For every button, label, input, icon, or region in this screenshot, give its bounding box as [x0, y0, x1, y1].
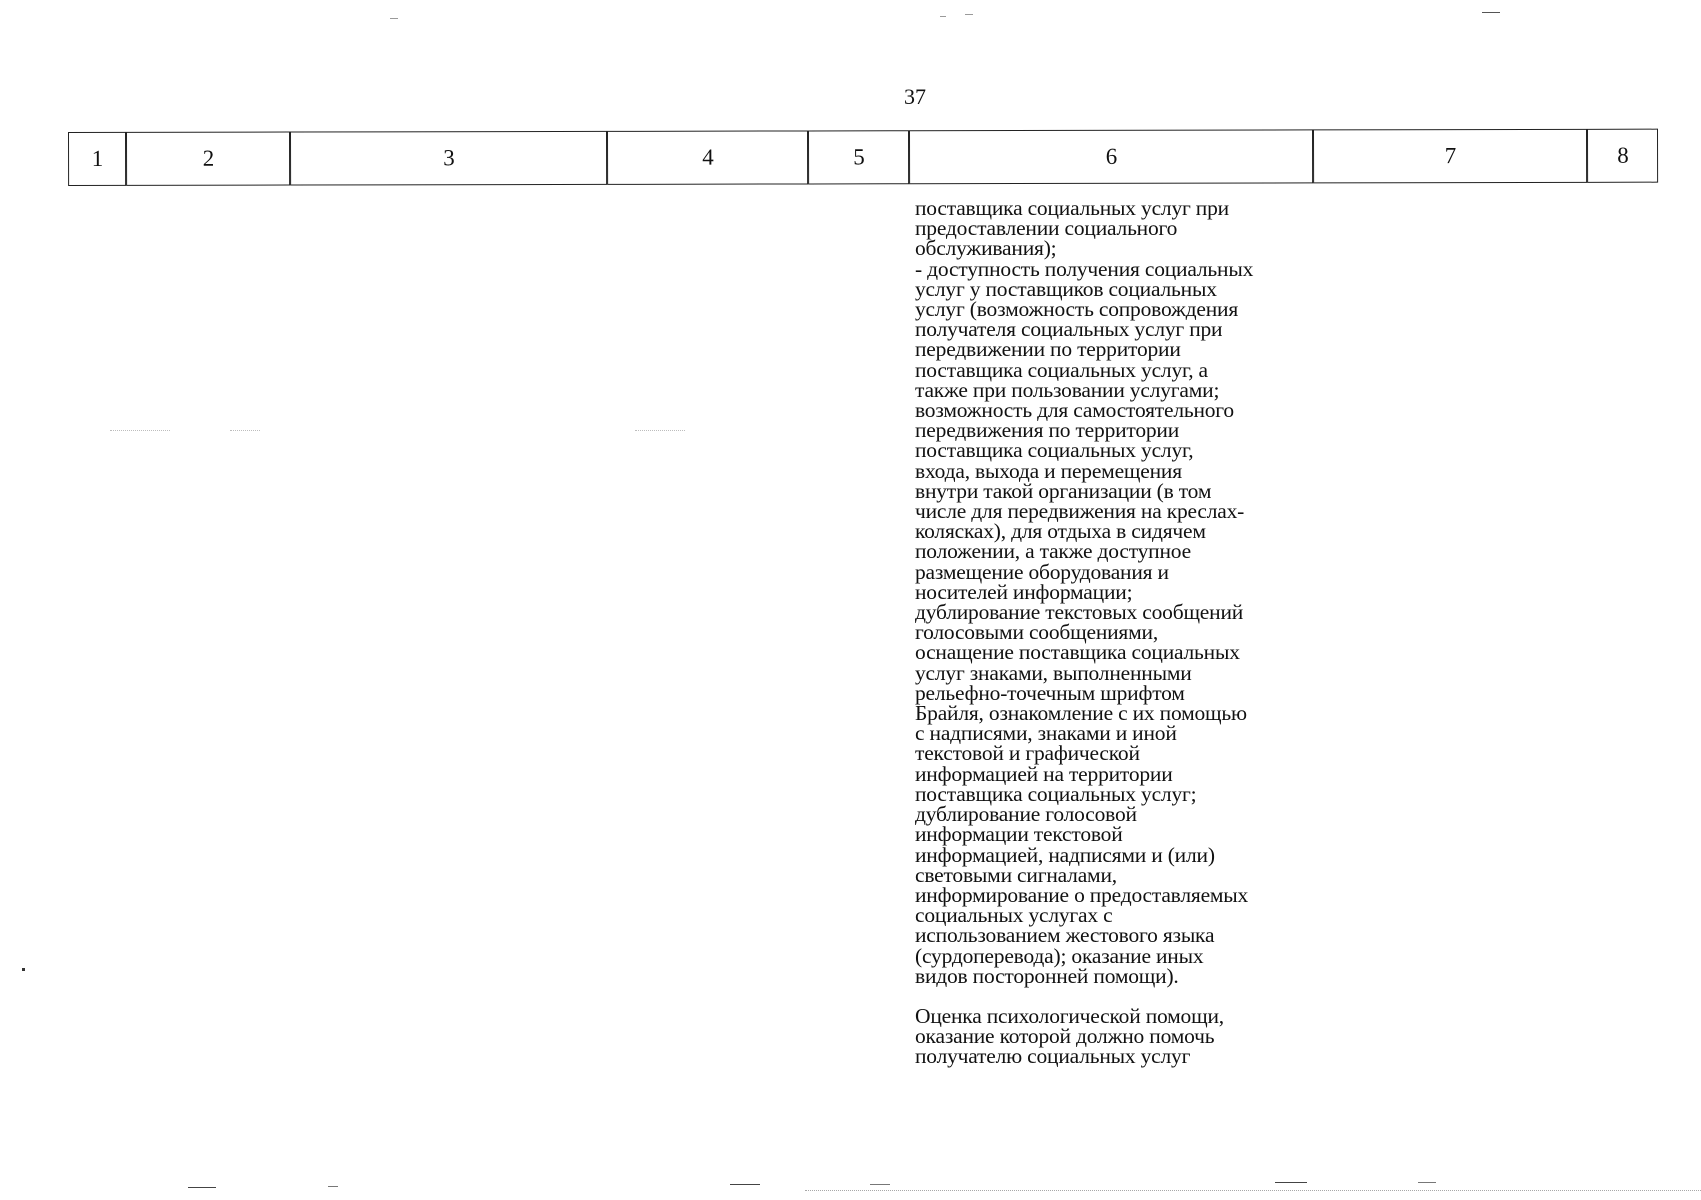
- header-cell-3: 3: [290, 131, 607, 186]
- scan-artifact: [1482, 12, 1500, 13]
- scan-artifact: [22, 968, 25, 971]
- scan-artifact: [635, 430, 685, 431]
- scan-artifact: [870, 1184, 890, 1185]
- scan-artifact: [940, 16, 946, 17]
- page-number: 37: [904, 84, 926, 109]
- scan-artifact: [1275, 1182, 1307, 1183]
- psychological-help-paragraph: Оценка психологической помощи, оказание которой должно помочь получателю социальных услуг: [915, 1003, 1224, 1069]
- header-cell-1: 1: [68, 132, 126, 186]
- column-6-cell-text: [915, 198, 1315, 1067]
- scan-artifact: [965, 14, 973, 15]
- header-cell-4: 4: [607, 130, 808, 184]
- scan-artifact: [188, 1187, 216, 1188]
- scan-artifact: [1418, 1182, 1436, 1183]
- scan-artifact: [390, 18, 398, 19]
- scan-artifact: [230, 430, 260, 431]
- header-cell-5: 5: [808, 130, 909, 184]
- header-cell-2: 2: [126, 132, 290, 186]
- header-cell-6: 6: [909, 129, 1313, 184]
- scan-artifact: [328, 1186, 338, 1187]
- column-number-header-row: [70, 129, 1660, 192]
- header-cell-8: 8: [1587, 129, 1658, 183]
- header-cell-7: 7: [1313, 129, 1587, 184]
- accessibility-paragraph: поставщика социальных услуг при предоставлении социального обслуживания); - доступность получения социальных услуг у поставщиков социальных услуг (возможность сопровождения получателя социальных услуг при передвижении по территории поставщика социальных услуг, а также при пользовании услугами; возможность для самостоятельного передвижения по территории поставщика социальных услуг, входа, выхода и перемещения внутри такой организации (в том числе для передвижения на креслах- колясках), для отдыха в сидячем положении, а также доступное размещение оборудования и носителей информации; дублирование текстовых сообщений голосовыми сообщениями, оснащение поставщика социальных услуг знаками, выполненными рельефно-точечным шрифтом Брайля, ознакомление с их помощью с надписями, знаками и иной текстовой и графической информацией на территории поставщика социальных услуг; дублирование голосовой информации текстовой информацией, надписями и (или) световыми сигналами, информирование о предоставляемых социальных услугах с использованием жестового языка (сурдоперевода); оказание иных видов посторонней помощи).: [915, 196, 1254, 988]
- scan-artifact: [730, 1184, 760, 1185]
- scan-artifact: [805, 1190, 1701, 1191]
- scan-artifact: [110, 430, 170, 431]
